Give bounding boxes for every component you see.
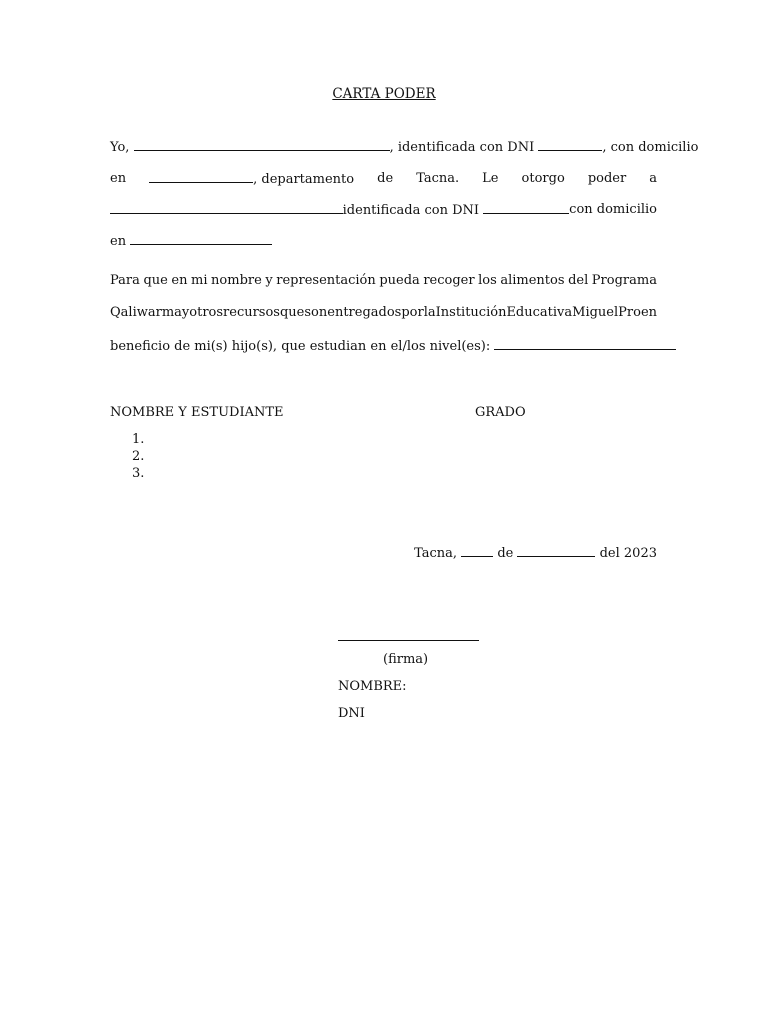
l1-word: Para — [110, 273, 140, 288]
l1-word: los — [478, 273, 497, 288]
p1-l1-text — [110, 138, 698, 156]
l2-word: que — [279, 305, 305, 320]
l1-word: mi — [191, 273, 208, 288]
dni-blank-1 — [538, 138, 602, 151]
month-blank — [517, 544, 595, 557]
l2-word: la — [423, 305, 436, 320]
signature-name-label: NOMBRE: — [338, 679, 407, 694]
l2-word: otros — [189, 305, 224, 320]
p1-l3-mid — [343, 201, 570, 219]
l2-word: Miguel — [572, 305, 619, 320]
p1-identificada: , identificada con DNI — [389, 140, 535, 155]
name-blank — [134, 138, 390, 151]
date-city: Tacna, — [414, 546, 458, 561]
l1-word: pueda — [379, 273, 420, 288]
date-year: del 2023 — [599, 546, 657, 561]
paragraph-2-line-1 — [110, 272, 657, 290]
l1-word: nombre — [211, 273, 262, 288]
date-de: de — [497, 546, 514, 561]
l1-word: recoger — [423, 273, 475, 288]
signature-label: (firma) — [383, 652, 429, 667]
column-header-student: NOMBRE Y ESTUDIANTE — [110, 405, 284, 420]
p1-domicilio-2: con domicilio — [569, 202, 657, 217]
date-line — [414, 544, 657, 563]
l2-word: por — [401, 305, 424, 320]
l1-word: y — [265, 273, 273, 288]
l1-word: en — [171, 273, 188, 288]
address-blank — [149, 170, 253, 183]
p1-identificada-2: identificada con DNI — [342, 203, 480, 218]
l2-word: son — [304, 305, 328, 320]
p1-de: de — [377, 171, 394, 186]
paragraph-2-line-3 — [110, 337, 676, 356]
l2-word: en — [640, 305, 658, 320]
l1-word: alimentos — [500, 273, 565, 288]
level-blank — [494, 337, 676, 350]
list-item: 2. — [132, 449, 145, 464]
proxy-name-blank — [110, 201, 343, 214]
l2-word: Educativa — [506, 305, 573, 320]
l2-word: recursos — [223, 305, 280, 320]
day-blank — [461, 544, 493, 557]
l2-word: entregados — [327, 305, 402, 320]
student-list — [132, 431, 144, 482]
p1-otorgo: otorgo — [521, 171, 565, 186]
document-title: CARTA PODER — [332, 86, 436, 102]
l2-word: Institución — [435, 305, 507, 320]
signature-dni-label: DNI — [338, 706, 365, 721]
p1-en: en — [110, 171, 127, 186]
l1-word: representación — [276, 273, 376, 288]
p2-beneficio: beneficio de mi(s) hijo(s), que estudian en el/los nivel(es): — [110, 339, 491, 354]
column-header-grade: GRADO — [475, 405, 526, 420]
p1-tacna: Tacna. — [416, 171, 460, 186]
l1-word: del — [568, 273, 589, 288]
proxy-address-blank — [130, 232, 272, 245]
p1-departamento: , departamento — [253, 172, 355, 187]
signature-line — [338, 640, 479, 641]
p1-a: a — [649, 171, 657, 186]
paragraph-1-line-2 — [110, 170, 657, 188]
l1-word: Programa — [591, 273, 657, 288]
paragraph-1-line-4 — [110, 232, 272, 251]
l2-word: y — [181, 305, 190, 320]
p1-en-2: en — [110, 234, 127, 249]
address-blank-group — [149, 170, 354, 188]
list-item: 1. — [132, 432, 145, 447]
l2-word: Qaliwarma — [110, 305, 182, 320]
p1-poder: poder — [587, 171, 627, 186]
paragraph-1-line-3 — [110, 201, 657, 219]
list-item: 3. — [132, 466, 145, 481]
l1-word: que — [143, 273, 168, 288]
paragraph-1-line-1 — [110, 138, 699, 156]
p1-le: Le — [482, 171, 499, 186]
dni-blank-2 — [483, 201, 569, 214]
l2-word: Pro — [618, 305, 641, 320]
paragraph-2-line-2 — [110, 304, 657, 322]
p1-yo: Yo, — [110, 140, 130, 155]
p1-domicilio: , con domicilio — [602, 140, 699, 155]
